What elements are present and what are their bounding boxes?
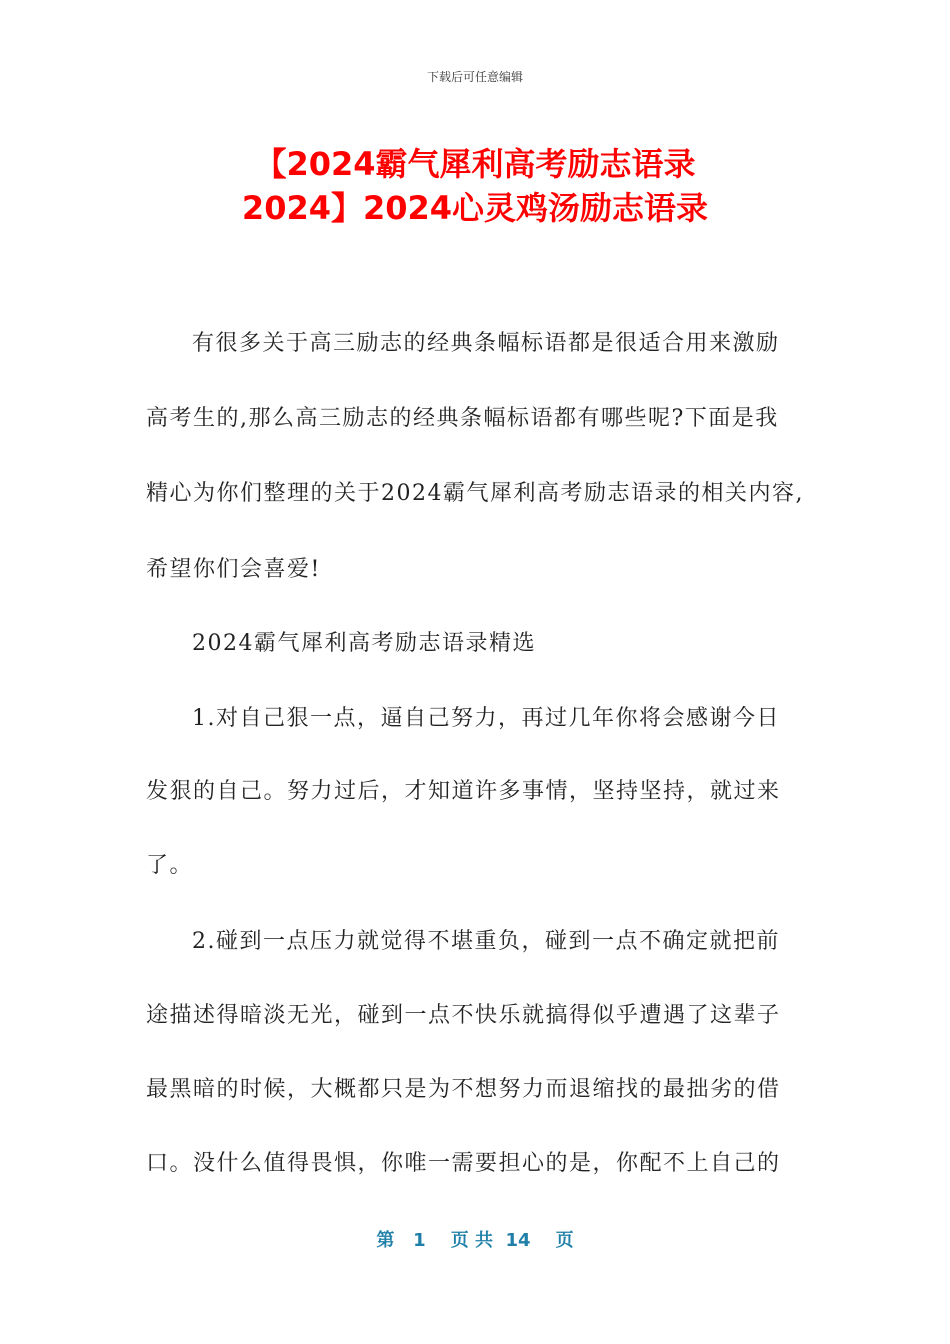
- document-title: [120, 142, 830, 230]
- paragraph-line: 了。: [146, 853, 194, 878]
- page-footer: 第 1 页 共 14 页: [376, 1230, 574, 1251]
- paragraph-line: 口。没什么值得畏惧，你唯一需要担心的是，你配不上自己的: [146, 1151, 781, 1176]
- section-heading: 2024霸气犀利高考励志语录精选: [192, 631, 536, 656]
- paragraph-line: 途描述得暗淡无光，碰到一点不快乐就搞得似乎遭遇了这辈子: [146, 1003, 781, 1028]
- paragraph-line: 发狠的自己。努力过后，才知道许多事情，坚持坚持，就过来: [146, 779, 781, 804]
- paragraph-line: 最黑暗的时候，大概都只是为不想努力而退缩找的最拙劣的借: [146, 1077, 781, 1102]
- paragraph-line: 有很多关于高三励志的经典条幅标语都是很适合用来激励: [192, 331, 780, 356]
- header-note: 下载后可任意编辑: [426, 70, 523, 84]
- paragraph-line: 高考生的,那么高三励志的经典条幅标语都有哪些呢?下面是我: [146, 406, 779, 431]
- paragraph-line: 1.对自己狠一点，逼自己努力，再过几年你将会感谢今日: [192, 706, 780, 731]
- paragraph-line: 2.碰到一点压力就觉得不堪重负，碰到一点不确定就把前: [192, 929, 780, 954]
- title-line-2: 2024】2024心灵鸡汤励志语录: [241, 189, 709, 227]
- title-line-1: 【2024霸气犀利高考励志语录: [254, 145, 696, 183]
- paragraph-line: 精心为你们整理的关于2024霸气犀利高考励志语录的相关内容,: [146, 481, 804, 506]
- paragraph-line: 希望你们会喜爱!: [146, 557, 321, 582]
